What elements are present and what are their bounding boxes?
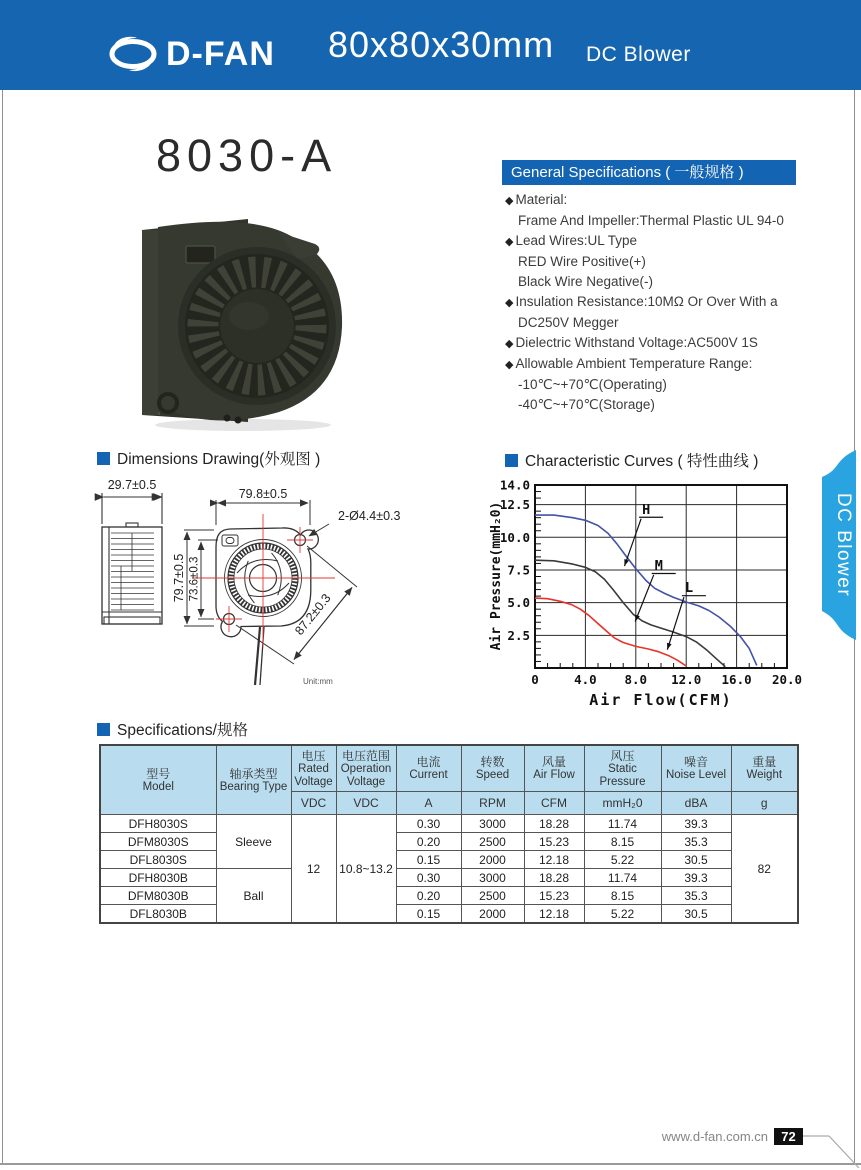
- general-specs-heading: General Specifications ( 一般规格 ): [502, 160, 796, 185]
- column-unit: dBA: [661, 792, 731, 815]
- column-header-cn: 电压范围: [341, 748, 390, 763]
- cell-current: 0.15: [396, 905, 461, 924]
- spec-item: [505, 272, 805, 292]
- cell-air-flow: 15.23: [524, 833, 584, 851]
- section-marker-icon: [97, 723, 110, 736]
- cell-current: 0.20: [396, 887, 461, 905]
- cell-model: DFL8030S: [100, 851, 216, 869]
- column-header-en: Speed: [475, 769, 510, 781]
- cell-current: 0.20: [396, 833, 461, 851]
- header-size-text: 80x80x30mm: [328, 24, 555, 65]
- header-type-text: DC Blower: [586, 43, 691, 66]
- curve-label-M: M: [654, 557, 663, 574]
- column-header-en: Current: [409, 769, 448, 781]
- table-row: [100, 851, 798, 869]
- cell-speed: 2500: [461, 833, 524, 851]
- column-unit: VDC: [336, 792, 396, 815]
- cell-air-flow: 18.28: [524, 815, 584, 833]
- cell-noise: 35.3: [661, 833, 731, 851]
- spec-item: [505, 313, 805, 333]
- curve-L: [535, 598, 686, 666]
- curves-heading-label: Characteristic Curves ( 特性曲线 ): [525, 453, 759, 470]
- specifications-heading: [97, 718, 248, 740]
- dim-height: 79.7±0.5: [172, 553, 186, 603]
- cell-current: 0.15: [396, 851, 461, 869]
- column-header-cn: 轴承类型: [229, 766, 278, 781]
- x-tick-label: 20.0: [771, 672, 803, 687]
- y-tick-label: 10.0: [499, 529, 530, 545]
- footer-page-number: 72: [774, 1128, 803, 1145]
- dim-side-width: 29.7±0.5: [107, 478, 157, 492]
- column-unit: A: [396, 792, 461, 815]
- cell-air-flow: 15.23: [524, 887, 584, 905]
- cell-model: DFH8030S: [100, 815, 216, 833]
- column-header-cn: 风压: [610, 748, 635, 763]
- column-unit: VDC: [291, 792, 336, 815]
- cell-air-flow: 12.18: [524, 905, 584, 924]
- diamond-bullet-icon: ◆: [505, 338, 514, 350]
- spec-item-text: Lead Wires:UL Type: [515, 233, 638, 248]
- column-header-cn: 电压: [301, 748, 326, 763]
- column-header: [336, 745, 396, 792]
- column-header: [396, 745, 461, 792]
- diamond-bullet-icon: ◆: [505, 297, 514, 309]
- column-header-cn: 型号: [146, 766, 171, 781]
- spec-item: [505, 211, 805, 231]
- footer-website: www.d-fan.com.cn: [661, 1129, 768, 1144]
- cell-noise: 30.5: [661, 851, 731, 869]
- cell-noise: 39.3: [661, 815, 731, 833]
- lead-wires: [255, 627, 260, 685]
- diamond-bullet-icon: ◆: [505, 195, 514, 207]
- spec-item-text: Frame And Impeller:Thermal Plastic UL 94-0: [518, 213, 784, 228]
- spec-item-text: Black Wire Negative(-): [518, 274, 654, 289]
- diamond-bullet-icon: ◆: [505, 236, 514, 248]
- cell-noise: 35.3: [661, 887, 731, 905]
- dim-hole-pitch-diag: 87.2±0.3: [292, 591, 334, 638]
- curve-label-arrow: [667, 597, 684, 650]
- column-header: [661, 745, 731, 792]
- section-marker-icon: [97, 452, 110, 465]
- table-row: [100, 815, 798, 833]
- column-header-en: Static Pressure: [599, 762, 646, 788]
- column-header: [731, 745, 798, 792]
- arrowhead: [667, 643, 672, 650]
- cell-bearing: Sleeve: [216, 815, 291, 869]
- column-header-cn: 风量: [541, 755, 566, 769]
- cell-static-pressure: 11.74: [584, 815, 661, 833]
- column-header-en: Bearing Type: [219, 780, 288, 793]
- column-header-cn: 转数: [480, 755, 505, 769]
- column-header: [291, 745, 336, 792]
- general-specs-list: [505, 190, 805, 415]
- cell-model: DFL8030B: [100, 905, 216, 924]
- column-header: [216, 745, 291, 815]
- x-tick-label: 16.0: [721, 672, 752, 687]
- cell-current: 0.30: [396, 815, 461, 833]
- cell-bearing: Ball: [216, 869, 291, 924]
- x-tick-label: 4.0: [574, 672, 597, 687]
- spec-item: [505, 190, 805, 211]
- diamond-bullet-icon: ◆: [505, 359, 514, 371]
- section-marker-icon: [505, 454, 518, 467]
- column-header: [584, 745, 661, 792]
- side-tab-label: DC Blower: [833, 492, 854, 598]
- plot-border: [535, 485, 787, 668]
- header-bar: [0, 0, 861, 90]
- y-tick-label: 12.5: [499, 497, 530, 513]
- cell-model: DFH8030B: [100, 869, 216, 887]
- spec-item-text: Dielectric Withstand Voltage:AC500V 1S: [515, 335, 758, 350]
- cell-model: DFM8030S: [100, 833, 216, 851]
- cell-air-flow: 18.28: [524, 869, 584, 887]
- spec-item: [505, 375, 805, 395]
- x-axis-title: Air Flow(CFM): [589, 691, 733, 709]
- cell-speed: 3000: [461, 869, 524, 887]
- curve-label-L: L: [684, 580, 694, 597]
- cell-noise: 39.3: [661, 869, 731, 887]
- column-header-en: Operation Voltage: [340, 762, 392, 788]
- brand-name: D-FAN: [166, 34, 275, 73]
- cell-speed: 2000: [461, 905, 524, 924]
- column-header-en: Rated Voltage: [294, 762, 333, 788]
- footer-corner-line: [803, 1125, 861, 1170]
- cell-air-flow: 12.18: [524, 851, 584, 869]
- dim-front-width: 79.8±0.5: [238, 487, 288, 501]
- y-tick-label: 2.5: [507, 627, 530, 643]
- cell-speed: 2500: [461, 887, 524, 905]
- cell-weight: 82: [731, 815, 798, 924]
- cell-static-pressure: 8.15: [584, 833, 661, 851]
- cell-operation-voltage: 10.8~13.2: [336, 815, 396, 924]
- dimensions-heading: [97, 447, 320, 469]
- specifications-heading-label: Specifications/规格: [117, 722, 248, 739]
- column-header-cn: 噪音: [683, 755, 708, 769]
- cell-static-pressure: 5.22: [584, 905, 661, 924]
- spec-item-text: RED Wire Positive(+): [518, 254, 646, 269]
- fan-swirl-icon: [104, 33, 162, 75]
- page-border-bottom: [0, 1163, 861, 1165]
- spec-item: [505, 333, 805, 354]
- curves-heading: [505, 449, 758, 471]
- front-view-dimlines: [184, 500, 357, 664]
- spec-item-text: Allowable Ambient Temperature Range:: [515, 356, 753, 371]
- spec-item-text: -10℃~+70℃(Operating): [518, 377, 667, 392]
- curve-label-arrow: [635, 575, 654, 622]
- side-view-drawing: [102, 493, 162, 624]
- column-header-en: Noise Level: [665, 769, 727, 781]
- spec-item: [505, 292, 805, 313]
- side-view-vents: [111, 533, 154, 610]
- spec-item: [505, 231, 805, 252]
- table-row: [100, 869, 798, 887]
- page-border-left: [2, 90, 3, 1165]
- dimensions-heading-label: Dimensions Drawing(外观图 ): [117, 451, 321, 468]
- column-header: [524, 745, 584, 792]
- brand-logo: [104, 33, 275, 75]
- specifications-table: [99, 744, 799, 924]
- y-axis-title: Air Pressure(mmH₂0): [489, 501, 504, 651]
- characteristic-curves-chart: [488, 473, 808, 713]
- cell-rated-voltage: 12: [291, 815, 336, 924]
- column-header-en: Air Flow: [533, 769, 575, 781]
- cell-static-pressure: 8.15: [584, 887, 661, 905]
- column-header-en: Weight: [746, 769, 783, 781]
- x-tick-label: 12.0: [671, 672, 702, 687]
- dim-holes: 2-Ø4.4±0.3: [338, 509, 401, 523]
- curve-label-H: H: [642, 501, 651, 518]
- column-unit: g: [731, 792, 798, 815]
- front-view-body: [216, 528, 318, 685]
- column-unit: mmH₂0: [584, 792, 661, 815]
- dimensions-drawing: [88, 473, 468, 703]
- side-tab: [806, 450, 856, 640]
- spec-item-text: -40℃~+70℃(Storage): [518, 397, 655, 412]
- cell-current: 0.30: [396, 869, 461, 887]
- spec-item: [505, 354, 805, 375]
- column-unit: CFM: [524, 792, 584, 815]
- column-header-cn: 重量: [752, 755, 777, 769]
- x-tick-label: 0: [531, 672, 539, 687]
- product-photo: [128, 206, 356, 436]
- cell-noise: 30.5: [661, 905, 731, 924]
- cell-speed: 2000: [461, 851, 524, 869]
- curve-M: [535, 557, 725, 667]
- y-tick-label: 5.0: [507, 595, 530, 611]
- unit-label: Unit:mm: [303, 677, 333, 686]
- spec-item-text: DC250V Megger: [518, 315, 619, 330]
- column-header-cn: 电流: [416, 755, 441, 769]
- dim-hole-pitch-v: 73.6±0.3: [188, 556, 201, 602]
- x-tick-label: 8.0: [624, 672, 648, 687]
- cell-static-pressure: 5.22: [584, 851, 661, 869]
- y-tick-label: 14.0: [499, 477, 530, 493]
- spec-item-text: Material:: [515, 192, 568, 207]
- column-header-en: Model: [142, 780, 174, 793]
- page-title: 8030-A: [156, 130, 338, 181]
- cell-speed: 3000: [461, 815, 524, 833]
- table-row: [100, 833, 798, 851]
- cell-static-pressure: 11.74: [584, 869, 661, 887]
- spec-item: [505, 252, 805, 272]
- column-header: [100, 745, 216, 815]
- curve-label-arrow: [624, 519, 641, 566]
- spec-item: [505, 395, 805, 415]
- column-header: [461, 745, 524, 792]
- cell-model: DFM8030B: [100, 887, 216, 905]
- table-row: [100, 887, 798, 905]
- column-unit: RPM: [461, 792, 524, 815]
- spec-item-text: Insulation Resistance:10MΩ Or Over With a: [515, 294, 778, 309]
- y-tick-label: 7.5: [507, 562, 530, 578]
- table-row: [100, 905, 798, 924]
